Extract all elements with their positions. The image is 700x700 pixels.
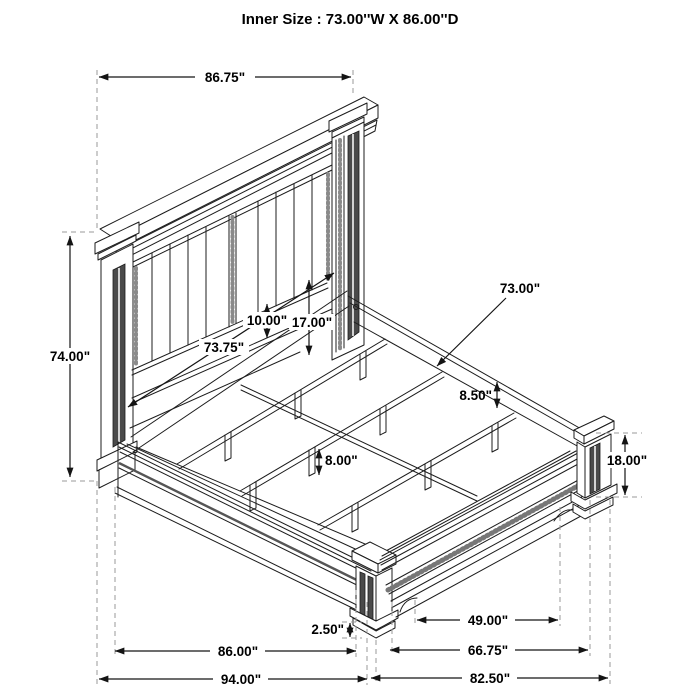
dim-label: 8.50" <box>459 388 492 403</box>
frame-left-rail <box>115 442 377 617</box>
dim-label: 82.50" <box>469 671 511 686</box>
dim-frame-depth <box>115 643 356 659</box>
dim-total-depth <box>99 671 367 687</box>
dim-headboard-height <box>46 236 95 477</box>
dim-label: 94.00" <box>220 672 262 687</box>
dim-rail-height <box>459 382 497 408</box>
bed-drawing <box>95 97 617 638</box>
dim-label: 2.50" <box>311 622 344 637</box>
headboard-left-post <box>95 222 139 488</box>
frame-right-rail <box>348 296 590 452</box>
dim-footboard-outer-width <box>371 670 608 686</box>
dim-label: 73.00" <box>499 281 541 296</box>
dim-label: 86.75" <box>204 70 246 85</box>
dim-label: 18.00" <box>606 453 648 468</box>
dim-label: 74.00" <box>49 349 91 364</box>
dim-inner-width-leader <box>437 281 540 366</box>
dim-headboard-width <box>99 69 351 85</box>
diagram-title: Inner Size : 73.00''W X 86.00''D <box>241 11 459 28</box>
dim-label: 49.00" <box>467 613 509 628</box>
dim-leg-height <box>319 449 358 475</box>
dim-footboard-span <box>390 642 588 658</box>
dim-footboard-inner-span <box>417 612 558 628</box>
dim-label: 8.00" <box>325 453 358 468</box>
dim-label: 17.00" <box>291 315 333 330</box>
dim-label: 86.00" <box>217 644 259 659</box>
dim-base-height <box>311 622 350 637</box>
dim-panel-gap <box>243 304 291 338</box>
dim-label: 10.00" <box>246 313 288 328</box>
dim-label: 73.75" <box>203 340 245 355</box>
dim-panel-to-rail <box>289 280 335 355</box>
dim-label: 66.75" <box>467 643 509 658</box>
